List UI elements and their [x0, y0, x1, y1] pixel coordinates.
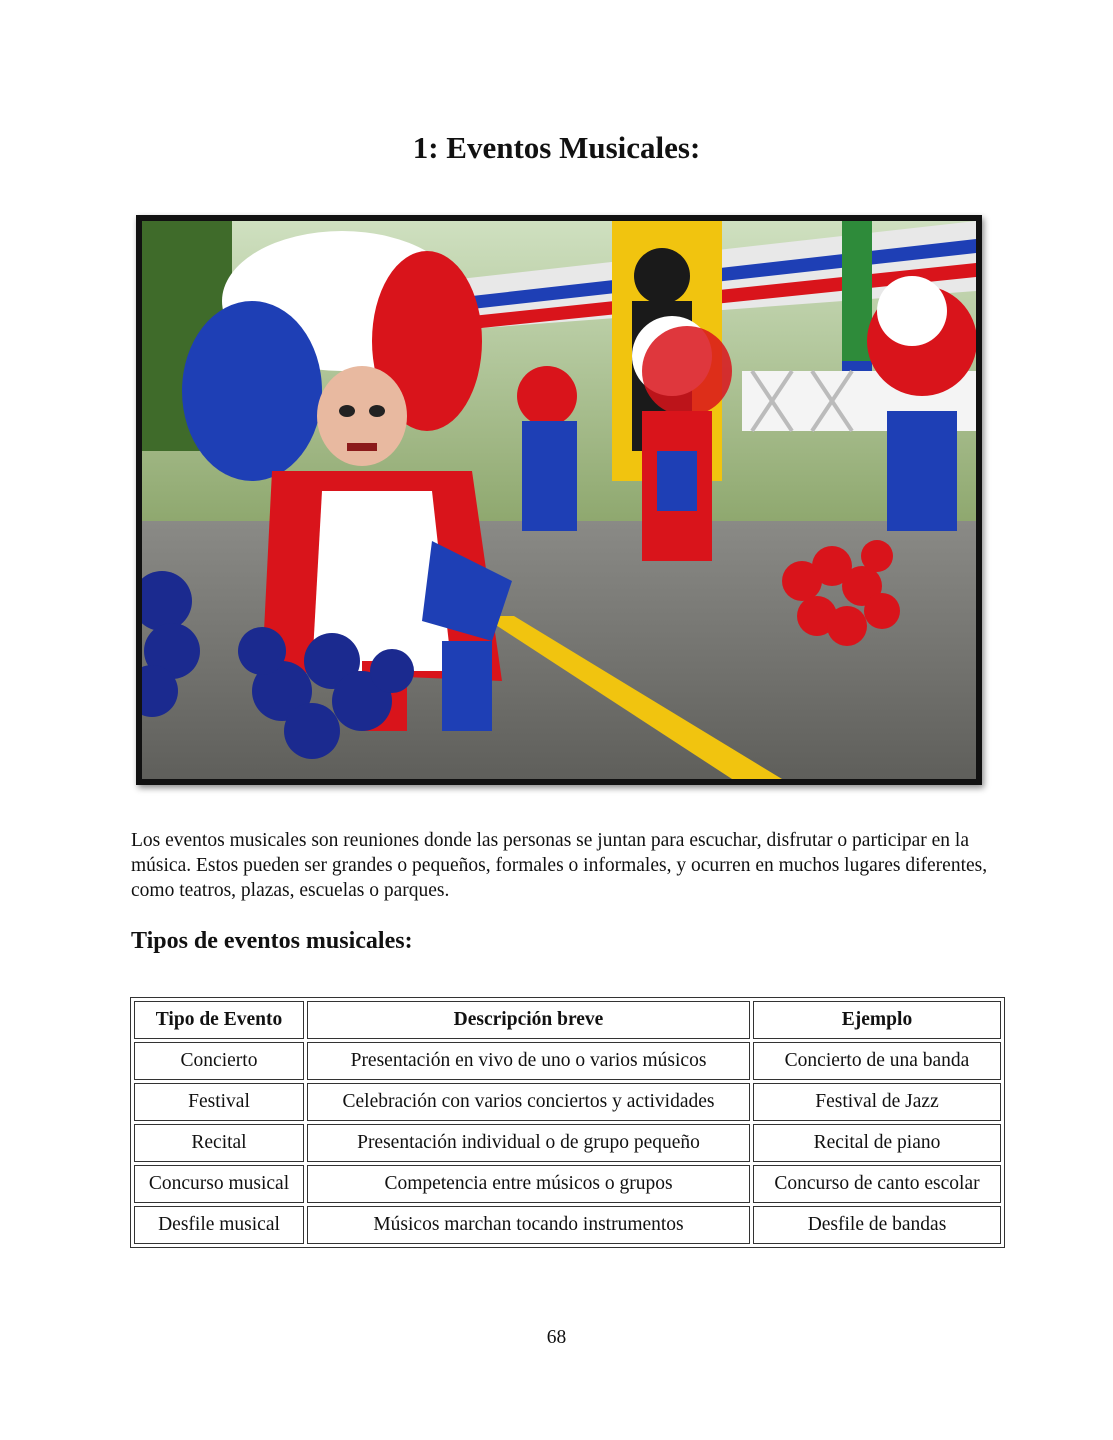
event-types-table [130, 997, 1005, 1248]
table-cell: Recital [134, 1124, 304, 1162]
table-cell: Presentación en vivo de uno o varios músicos [307, 1042, 750, 1080]
table-row [134, 1083, 1001, 1121]
table-cell: Concurso musical [134, 1165, 304, 1203]
carnival-parade-illustration [142, 221, 976, 779]
column-header-type: Tipo de Evento [134, 1001, 304, 1039]
intro-paragraph: Los eventos musicales son reuniones donde las personas se juntan para escuchar, disfrutar o participar en la música. Estos pueden ser grandes o pequeños, formales o informales, y ocurren en muchos lugares diferentes, como teatros, plazas, escuelas o parques. [131, 830, 988, 901]
table-cell: Concurso de canto escolar [753, 1165, 1001, 1203]
table-row [134, 1042, 1001, 1080]
table-cell: Músicos marchan tocando instrumentos [307, 1206, 750, 1244]
table-cell: Festival de Jazz [753, 1083, 1001, 1121]
table-cell: Presentación individual o de grupo pequeño [307, 1124, 750, 1162]
table-cell: Desfile de bandas [753, 1206, 1001, 1244]
table-cell: Festival [134, 1083, 304, 1121]
table-cell: Concierto [134, 1042, 304, 1080]
table-cell: Recital de piano [753, 1124, 1001, 1162]
column-header-description: Descripción breve [307, 1001, 750, 1039]
table-cell: Celebración con varios conciertos y actividades [307, 1083, 750, 1121]
carnival-photo [136, 215, 982, 785]
table-cell: Competencia entre músicos o grupos [307, 1165, 750, 1203]
table-header-row [134, 1001, 1001, 1039]
table-row [134, 1165, 1001, 1203]
section-heading: Tipos de eventos musicales: [131, 928, 413, 954]
table-row [134, 1206, 1001, 1244]
table-cell: Desfile musical [134, 1206, 304, 1244]
page-number: 68 [546, 1327, 567, 1348]
table-row [134, 1124, 1001, 1162]
column-header-example: Ejemplo [753, 1001, 1001, 1039]
table-cell: Concierto de una banda [753, 1042, 1001, 1080]
page-title: 1: Eventos Musicales: [412, 130, 701, 165]
